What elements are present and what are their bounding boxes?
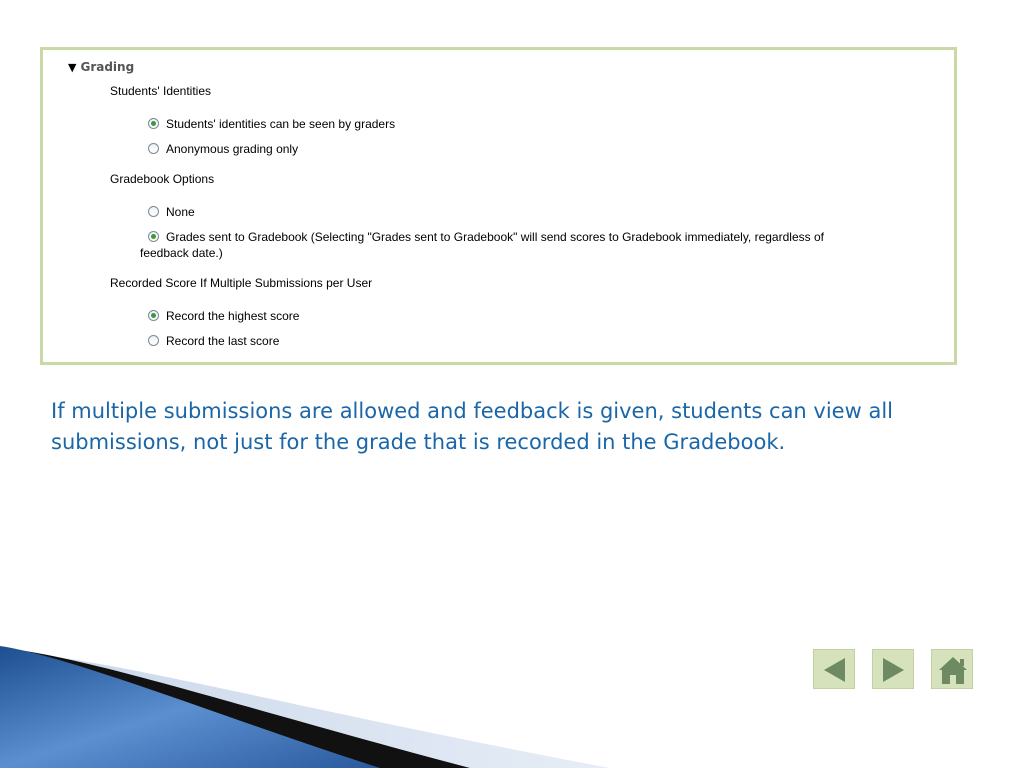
radio-button-checked[interactable] [148, 310, 159, 321]
option-label: Anonymous grading only [166, 142, 299, 156]
option-label: Record the last score [166, 334, 280, 348]
grading-settings-panel [40, 47, 957, 365]
section-title: Grading [80, 60, 135, 74]
radio-option-grades-sent-to-gradebook[interactable] [140, 229, 938, 261]
option-label: None [166, 205, 195, 219]
grading-section-toggle[interactable] [68, 60, 134, 74]
group-heading-students-identities: Students' Identities [110, 84, 212, 98]
radio-option-record-highest[interactable] [148, 308, 938, 324]
group-heading-gradebook-options: Gradebook Options [110, 172, 215, 186]
option-label: Record the highest score [166, 309, 300, 323]
option-label-continuation: feedback date.) [140, 246, 223, 260]
radio-option-identities-visible[interactable] [148, 116, 938, 132]
decorative-swoosh [0, 640, 640, 768]
radio-button[interactable] [148, 143, 159, 154]
radio-button[interactable] [148, 335, 159, 346]
house-icon [932, 650, 974, 690]
group-heading-recorded-score: Recorded Score If Multiple Submissions per User [110, 276, 373, 290]
previous-slide-button[interactable] [813, 649, 855, 689]
slide-body-text: If multiple submissions are allowed and feedback is given, students can view all submissions, not just for the grade that is recorded in the Gradebook. [51, 399, 893, 454]
collapse-triangle-icon: ▼ [68, 61, 77, 74]
option-label: Grades sent to Gradebook (Selecting "Grades sent to Gradebook" will send scores to Gradebook immediately, regardless of [166, 230, 824, 244]
radio-button-checked[interactable] [148, 118, 159, 129]
home-button[interactable] [931, 649, 973, 689]
radio-button-checked[interactable] [148, 231, 159, 242]
radio-option-record-last[interactable] [148, 333, 938, 349]
triangle-left-icon [814, 650, 856, 690]
option-label: Students' identities can be seen by graders [166, 117, 396, 131]
radio-button[interactable] [148, 206, 159, 217]
triangle-right-icon [873, 650, 915, 690]
radio-option-none[interactable] [148, 204, 938, 220]
radio-option-anonymous-grading[interactable] [148, 141, 938, 157]
next-slide-button[interactable] [872, 649, 914, 689]
